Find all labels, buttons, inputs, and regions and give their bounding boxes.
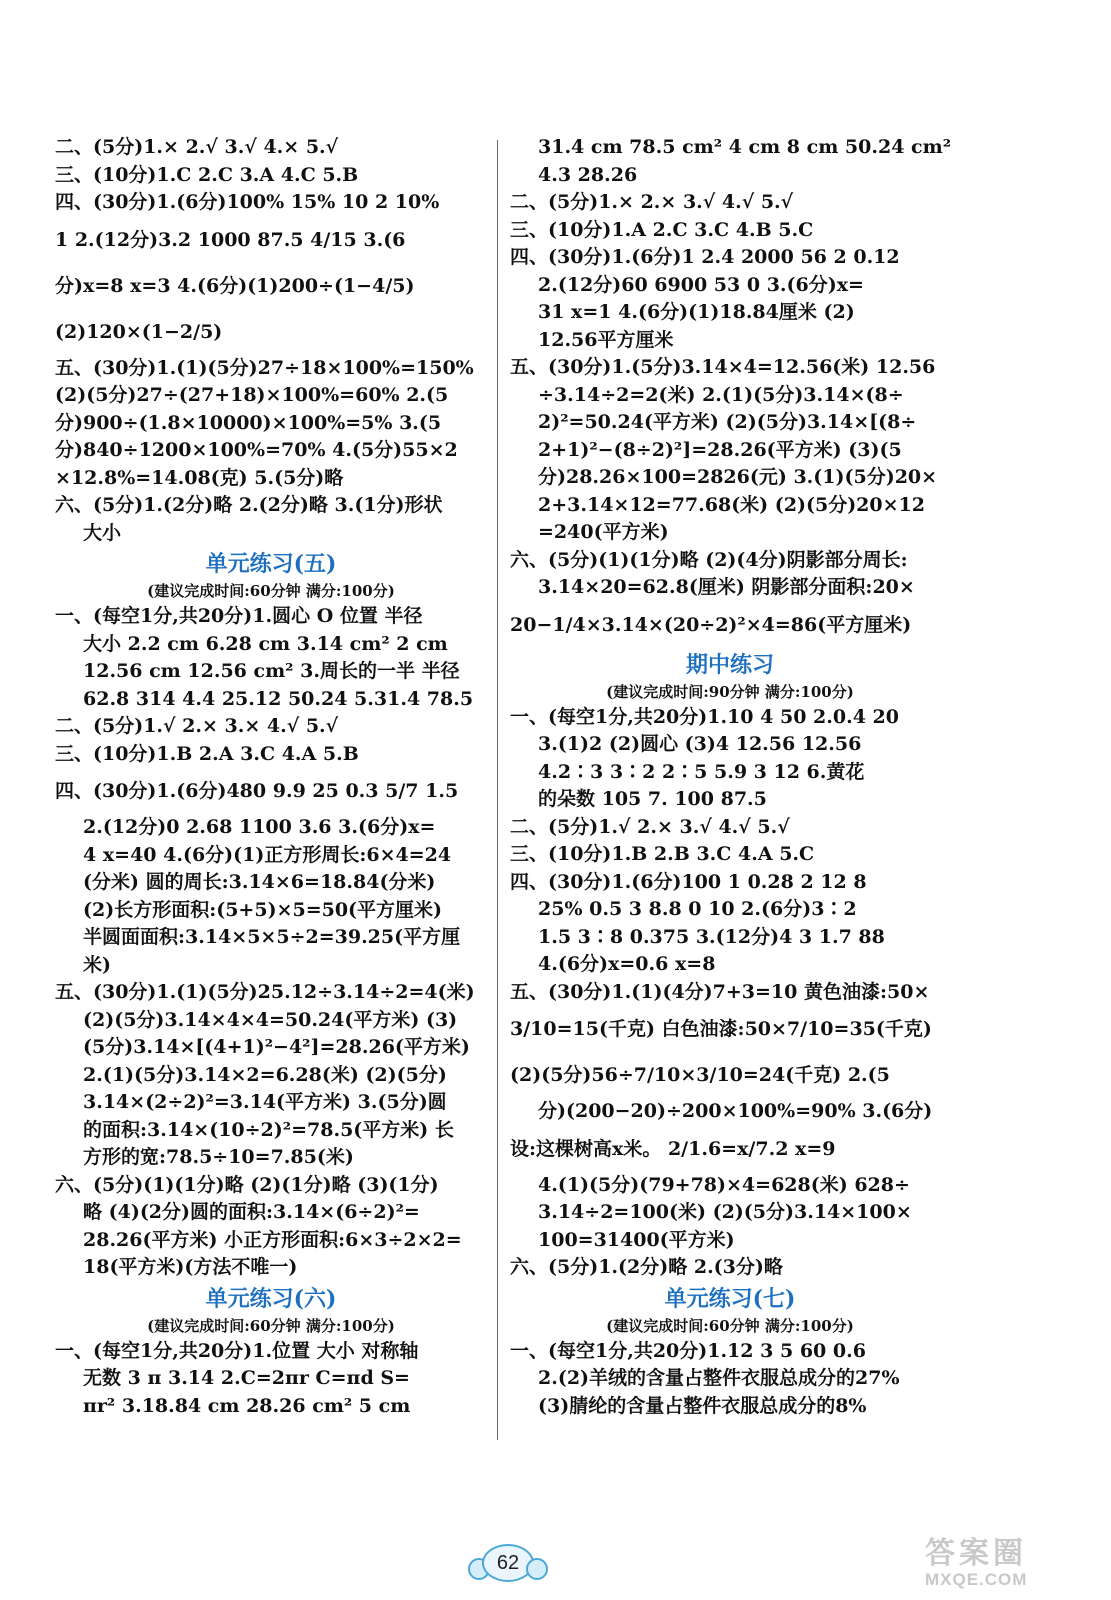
answer-line-continued: πr² 3.18.84 cm 28.26 cm² 5 cm (83, 1394, 411, 1417)
answer-line-continued: 的朵数 105 7. 100 87.5 (538, 788, 767, 810)
answer-line: 五、(30分)1.(1)(4分)7+3=10 黄色油漆:50× (510, 980, 930, 1003)
answer-line-continued: 2)²=50.24(平方米) (2)(5分)3.14×[(8÷ (538, 411, 917, 433)
answer-line-continued: 62.8 314 4.4 25.12 50.24 5.31.4 78.5 (83, 687, 474, 710)
answer-line-continued: 28.26(平方米) 小正方形面积:6×3÷2×2= (83, 1228, 462, 1251)
section-heading: 期中练习 (685, 651, 774, 678)
answer-line-continued: 4.3 28.26 (538, 163, 638, 186)
answer-line-continued: (2)长方形面积:(5+5)×5=50(平方厘米) (83, 898, 443, 921)
answer-line-fraction: 1 2.(12分)3.2 1000 87.5 4/15 3.(6 (55, 228, 406, 251)
answer-line: 六、(5分)1.(2分)略 2.(3分)略 (510, 1256, 783, 1278)
answer-line: 一、(每空1分,共20分)1.圆心 O 位置 半径 (55, 605, 423, 627)
answer-line: (2)(5分)27÷(27+18)×100%=60% 2.(5 (55, 384, 449, 406)
answer-line: 四、(30分)1.(6分)100% 15% 10 2 10% (55, 191, 440, 213)
answer-line-continued: 2.(1)(5分)3.14×2=6.28(米) (2)(5分) (83, 1063, 447, 1086)
answer-line-fraction: 分)x=8 x=3 4.(6分)(1)200÷(1−4/5) (55, 274, 415, 297)
answer-line-continued: 12.56平方厘米 (538, 328, 674, 351)
answer-line-fraction: 20−1/4×3.14×(20÷2)²×4=86(平方厘米) (510, 613, 912, 636)
answer-line: 六、(5分)(1)(1分)略 (2)(1分)略 (3)(1分) (55, 1173, 439, 1196)
answer-line: 五、(30分)1.(1)(5分)25.12÷3.14÷2=4(米) (55, 981, 475, 1003)
answer-line-fraction: 四、(30分)1.(6分)480 9.9 25 0.3 5/7 1.5 (55, 780, 459, 802)
answer-line: ×12.8%=14.08(克) 5.(5分)略 (55, 466, 344, 489)
section-subheading: (建议完成时间:60分钟 满分:100分) (147, 582, 395, 600)
section-heading: 单元练习(七) (664, 1285, 796, 1312)
answer-line: 一、(每空1分,共20分)1.位置 大小 对称轴 (55, 1339, 419, 1362)
page-number: 62 (496, 1552, 520, 1574)
answer-line-fraction: (2)(5分)56÷7/10×3/10=24(千克) 2.(5 (510, 1064, 890, 1086)
answer-line-continued: (2)(5分)3.14×4×4=50.24(平方米) (3) (83, 1008, 458, 1031)
answer-line-continued: 31 x=1 4.(6分)(1)18.84厘米 (2) (538, 301, 855, 323)
answer-line-continued: ÷3.14÷2=2(米) 2.(1)(5分)3.14×(8÷ (538, 383, 904, 406)
answer-line: 一、(每空1分,共20分)1.10 4 50 2.0.4 20 (510, 705, 899, 728)
answer-line: 分)900÷(1.8×10000)×100%=5% 3.(5 (55, 411, 442, 434)
answer-line: 三、(10分)1.A 2.C 3.C 4.B 5.C (510, 218, 814, 241)
answer-line-continued: 3.(1)2 (2)圆心 (3)4 12.56 12.56 (538, 733, 862, 755)
answer-line-continued: 半圆面面积:3.14×5×5÷2=39.25(平方厘 (83, 926, 461, 948)
answer-line-continued: 2+3.14×12=77.68(米) (2)(5分)20×12 (538, 493, 925, 516)
answer-line: 二、(5分)1.× 2.× 3.√ 4.√ 5.√ (510, 191, 794, 213)
answer-line-continued: =240(平方米) (538, 521, 669, 543)
answer-line: 二、(5分)1.√ 2.× 3.√ 4.√ 5.√ (510, 815, 790, 838)
answer-line: 六、(5分)(1)(1分)略 (2)(4分)阴影部分周长: (510, 548, 908, 571)
answer-line: 一、(每空1分,共20分)1.12 3 5 60 0.6 (510, 1339, 866, 1362)
answer-line-fraction: (2)120×(1−2/5) (55, 320, 223, 343)
answer-line: 三、(10分)1.B 2.A 3.C 4.A 5.B (55, 742, 359, 765)
answer-line-continued: (分米) 圆的周长:3.14×6=18.84(分米) (83, 871, 436, 893)
answer-line-fraction: 设:这棵树高x米。 2/1.6=x/7.2 x=9 (510, 1137, 836, 1160)
answer-line-continued: 3.14×(2÷2)²=3.14(平方米) 3.(5分)圆 (83, 1091, 447, 1113)
column-divider (497, 140, 498, 1440)
answer-line-continued: 分)28.26×100=2826(元) 3.(1)(5分)20× (538, 466, 938, 488)
section-subheading: (建议完成时间:90分钟 满分:100分) (606, 682, 854, 701)
section-heading: 单元练习(六) (205, 1285, 337, 1312)
answer-line-continued: 3.14÷2=100(米) (2)(5分)3.14×100× (538, 1201, 912, 1223)
answer-line: 三、(10分)1.C 2.C 3.A 4.C 5.B (55, 163, 359, 186)
answer-line: 二、(5分)1.× 2.√ 3.√ 4.× 5.√ (55, 136, 339, 158)
answer-line-continued: 方形的宽:78.5÷10=7.85(米) (83, 1146, 354, 1168)
answer-line: 三、(10分)1.B 2.B 3.C 4.A 5.C (510, 843, 815, 865)
section-heading: 单元练习(五) (205, 551, 337, 577)
answer-line-continued: 大小 2.2 cm 6.28 cm 3.14 cm² 2 cm (83, 632, 448, 655)
answer-line-continued: 4.(6分)x=0.6 x=8 (538, 953, 716, 975)
answer-line-continued: 无数 3 π 3.14 2.C=2πr C=πd S= (83, 1367, 410, 1389)
answer-line-continued: (3)腈纶的含量占整件衣服总成分的8% (538, 1394, 867, 1417)
answer-line-continued: 25% 0.5 3 8.8 0 10 2.(6分)3∶2 (538, 898, 857, 920)
answer-line-fraction: 3/10=15(千克) 白色油漆:50×7/10=35(千克) (510, 1018, 932, 1040)
answer-line-continued: 4.(1)(5分)(79+78)×4=628(米) 628÷ (538, 1173, 910, 1196)
watermark-logo-text: 答案圈 (925, 1537, 1027, 1570)
section-subheading: (建议完成时间:60分钟 满分:100分) (606, 1316, 854, 1335)
answer-line-continued: 12.56 cm 12.56 cm² 3.周长的一半 半径 (83, 660, 460, 682)
watermark-url: MXQE.COM (925, 1570, 1028, 1589)
watermark (925, 1538, 1105, 1594)
answer-line-continued: 2.(12分)60 6900 53 0 3.(6分)x= (538, 273, 864, 296)
answer-line-continued: 2+1)²−(8÷2)²]=28.26(平方米) (3)(5 (538, 438, 902, 461)
page-number-badge (468, 1542, 544, 1582)
answer-line-continued: 4.2∶3 3∶2 2∶5 5.9 3 12 6.黄花 (538, 760, 865, 783)
answer-line-continued: 2.(2)羊绒的含量占整件衣服总成分的27% (538, 1367, 900, 1389)
answer-line-continued: 米) (83, 953, 111, 976)
answer-line: 六、(5分)1.(2分)略 2.(2分)略 3.(1分)形状 (55, 494, 443, 516)
left-column (55, 134, 487, 1420)
answer-line-continued: (5分)3.14×[(4+1)²−4²]=28.26(平方米) (83, 1036, 470, 1058)
answer-line-continued: 100=31400(平方米) (538, 1228, 735, 1251)
answer-line: 四、(30分)1.(6分)100 1 0.28 2 12 8 (510, 870, 867, 893)
answer-line-continued: 分)(200−20)÷200×100%=90% 3.(6分) (538, 1100, 933, 1122)
answer-line: 五、(30分)1.(1)(5分)27÷18×100%=150% (55, 356, 474, 379)
answer-line-continued: 3.14×20=62.8(厘米) 阴影部分面积:20× (538, 576, 915, 598)
answer-line-continued: 2.(12分)0 2.68 1100 3.6 3.(6分)x= (83, 816, 436, 838)
answer-line-continued: 31.4 cm 78.5 cm² 4 cm 8 cm 50.24 cm² (538, 136, 952, 158)
answer-line-continued: 1.5 3∶8 0.375 3.(12分)4 3 1.7 88 (538, 925, 885, 948)
answer-line-continued: 4 x=40 4.(6分)(1)正方形周长:6×4=24 (83, 843, 452, 866)
answer-line: 四、(30分)1.(6分)1 2.4 2000 56 2 0.12 (510, 246, 900, 268)
answer-line-continued: 的面积:3.14×(10÷2)²=78.5(平方米) 长 (83, 1118, 454, 1141)
answer-line: 二、(5分)1.√ 2.× 3.× 4.√ 5.√ (55, 715, 339, 737)
answer-line-continued: 大小 (83, 521, 122, 544)
answer-line: 分)840÷1200×100%=70% 4.(5分)55×2 (55, 439, 458, 461)
answer-line-continued: 18(平方米)(方法不唯一) (83, 1256, 298, 1278)
answer-line-continued: 略 (4)(2分)圆的面积:3.14×(6÷2)²= (83, 1201, 420, 1223)
section-subheading: (建议完成时间:60分钟 满分:100分) (147, 1316, 395, 1335)
answer-line: 五、(30分)1.(5分)3.14×4=12.56(米) 12.56 (510, 356, 936, 378)
right-column (510, 134, 950, 1420)
